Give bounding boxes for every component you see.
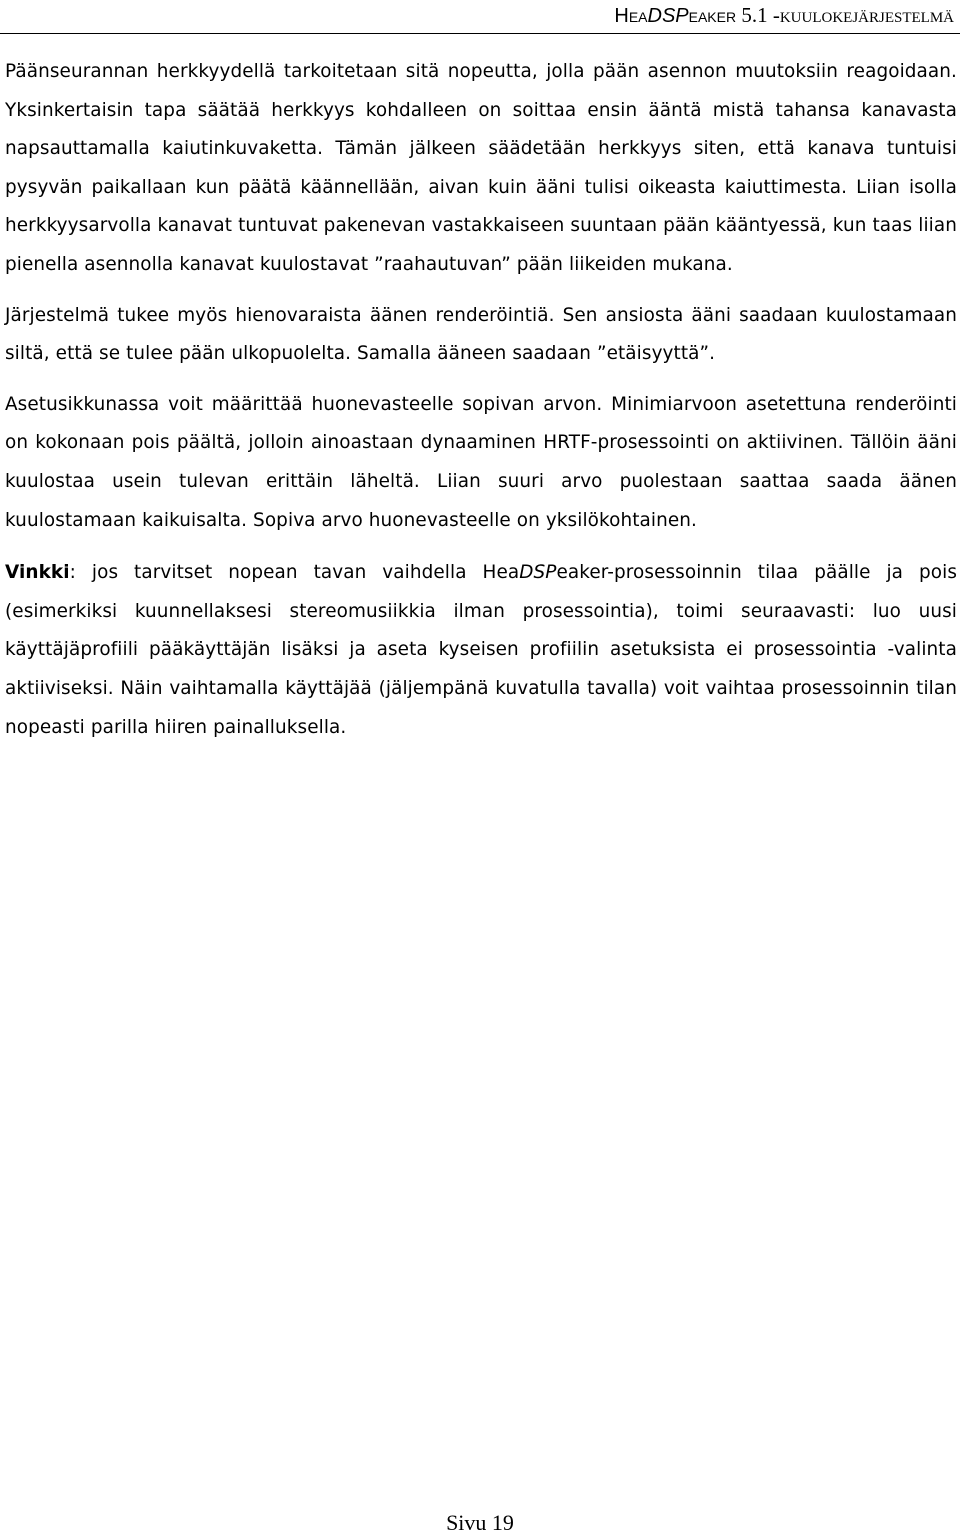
tip-label: Vinkki <box>5 562 70 584</box>
document-body <box>5 53 957 747</box>
paragraph-sensitivity: Päänseurannan herkkyydellä tarkoitetaan sitä nopeutta, jolla pään asennon muutoksiin reagoidaan. Yksinkertaisin tapa säätää herkkyys kohdalleen on soittaa ensin ääntä mistä tahansa kanavasta napsauttamalla kaiutinkuvaketta. Tämän jälkeen säädetään herkkyys siten, että kanava tuntuisi pysyvän paikallaan kun päätä käännellään, aivan kuin ääni tulisi oikeasta kaiuttimesta. Liian isolla herkkyysarvolla kanavat tuntuvat pakenevan vastakkaiseen suuntaan pään kääntyessä, kun taas liian pienella asennolla kanavat kuulostavat ”raahautuvan” pään liikeiden mukana. <box>5 61 957 275</box>
paragraph-tip: Vinkki: jos tarvitset nopean tavan vaihdella HeaDSPeaker-prosessoinnin tilaa päälle ja pois (esimerkiksi kuunnellaksesi stereomusiikkia ilman prosessointia), toimi seuraavasti: luo uusi käyttäjäprofiili pääkäyttäjän lisäksi ja aseta kyseisen profiilin asetuksista ei prosessointia -valinta aktiiviseksi. Näin vaihtamalla käyttäjää (jäljempänä kuvatulla tavalla) voit vaihtaa prosessoinnin tilan nopeasti parilla hiiren painalluksella. <box>5 562 957 738</box>
header-chapter-title: 5.1 -kuulokejärjestelmä <box>736 3 954 27</box>
header-rule <box>0 33 960 34</box>
header-brand: HeaDSPeaker <box>614 5 737 27</box>
paragraph-rendering: Järjestelmä tukee myös hienovaraista äänen renderöintiä. Sen ansiosta ääni saadaan kuulostamaan siltä, että se tulee pään ulkopuolelta. Samalla ääneen saadaan ”etäisyyttä”. <box>5 304 957 365</box>
paragraph-room-response: Asetusikkunassa voit määrittää huonevasteelle sopivan arvon. Minimiarvoon asetettuna renderöinti on kokonaan pois päältä, jolloin ainoastaan dynaaminen HRTF-prosessointi on aktiivinen. Tällöin ääni kuulostaa usein tulevan erittäin läheltä. Liian suuri arvo puolestaan saattaa saada äänen kuulostamaan kaikuisalta. Sopiva arvo huonevasteelle on yksilökohtainen. <box>5 393 957 531</box>
page-number: Sivu 19 <box>446 1510 514 1535</box>
running-header <box>614 2 954 29</box>
tip-brand: HeaDSPeaker <box>482 562 608 584</box>
